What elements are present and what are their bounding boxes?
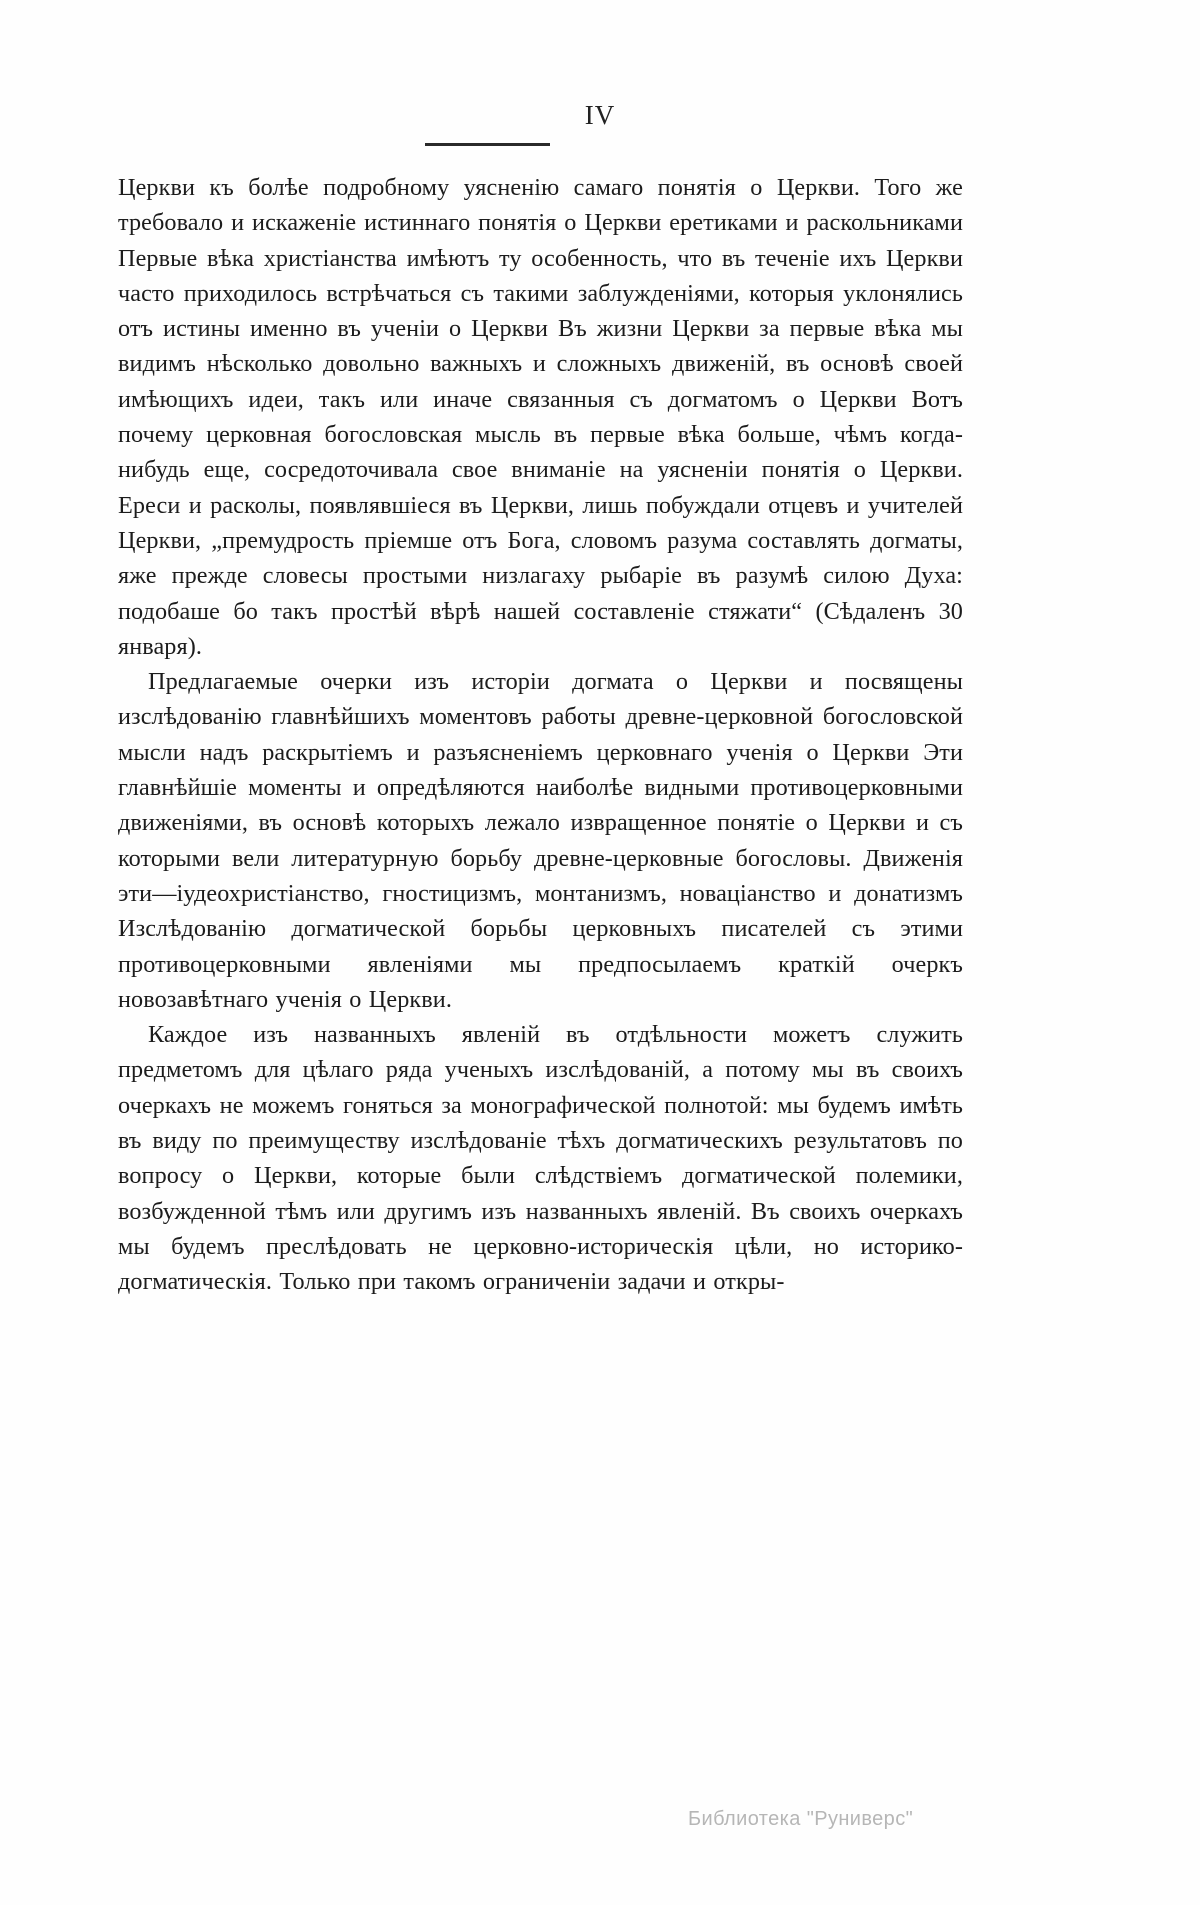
paragraph-3: Каждое изъ названныхъ явленій въ отдѣльности можетъ служить предметомъ для цѣлаго ряда ученыхъ изслѣдованій, а потому мы въ своихъ очеркахъ не можемъ гоняться за монографической полнотой: мы будемъ имѣть въ виду по преимуществу изслѣдованіе тѣхъ догматическихъ результатовъ по вопросу о Церкви, которые были слѣдствіемъ догматической полемики, возбужденной тѣмъ или другимъ изъ названныхъ явленій. Въ своихъ очеркахъ мы будемъ преслѣдовать не церковно-историческія цѣли, но историко-догматическія. Только при такомъ ограниченіи задачи и откры-: [118, 1021, 963, 1296]
page-header-rule: [425, 143, 550, 146]
paragraph-1: Церкви къ болѣе подробному уясненію самаго понятія о Церкви. Того же требовало и искаженіе истиннаго понятія о Церкви еретиками и раскольниками Первые вѣка христіанства имѣютъ ту особенность, что въ теченіе ихъ Церкви часто приходилось встрѣчаться съ такими заблужденіями, которыя уклонялись отъ истины именно въ ученіи о Церкви Въ жизни Церкви за первые вѣка мы видимъ нѣсколько довольно важныхъ и сложныхъ движеній, въ основѣ своей имѣющихъ идеи, такъ или иначе связанныя съ догматомъ о Церкви Вотъ почему церковная богословская мысль въ первые вѣка больше, чѣмъ когда-нибудь еще, сосредоточивала свое вниманіе на уясненіи понятія о Церкви. Ереси и расколы, появлявшіеся въ Церкви, лишь побуждали отцевъ и учителей Церкви, „премудрость пріемше отъ Бога, словомъ разума составлять догматы, яже прежде словесы простыми низлагаху рыбаріе въ разумѣ силою Духа: подобаше бо такъ простѣй вѣрѣ нашей составленіе стяжати“ (Сѣдаленъ 30 января).: [118, 174, 963, 660]
paragraph-2: Предлагаемые очерки изъ исторіи догмата о Церкви и посвящены изслѣдованію главнѣйшихъ моментовъ работы древне-церковной богословской мысли надъ раскрытіемъ и разъясненіемъ церковнаго ученія о Церкви Эти главнѣйшіе моменты и опредѣляются наиболѣе видными противоцерковными движеніями, въ основѣ которыхъ лежало извращенное понятіе о Церкви и съ которыми вели литературную борьбу древне-церковные богословы. Движенія эти—іудеохристіанство, гностицизмъ, монтанизмъ, новаціанство и донатизмъ Изслѣдованію догматической борьбы церковныхъ писателей съ этими противоцерковными явленіями мы предпосылаемъ краткій очеркъ новозавѣтнаго ученія о Церкви.: [118, 668, 963, 1013]
page-number: IV: [584, 100, 616, 130]
page-text-body: [118, 170, 963, 1300]
library-watermark: Библиотека "Руниверс": [688, 1808, 914, 1830]
